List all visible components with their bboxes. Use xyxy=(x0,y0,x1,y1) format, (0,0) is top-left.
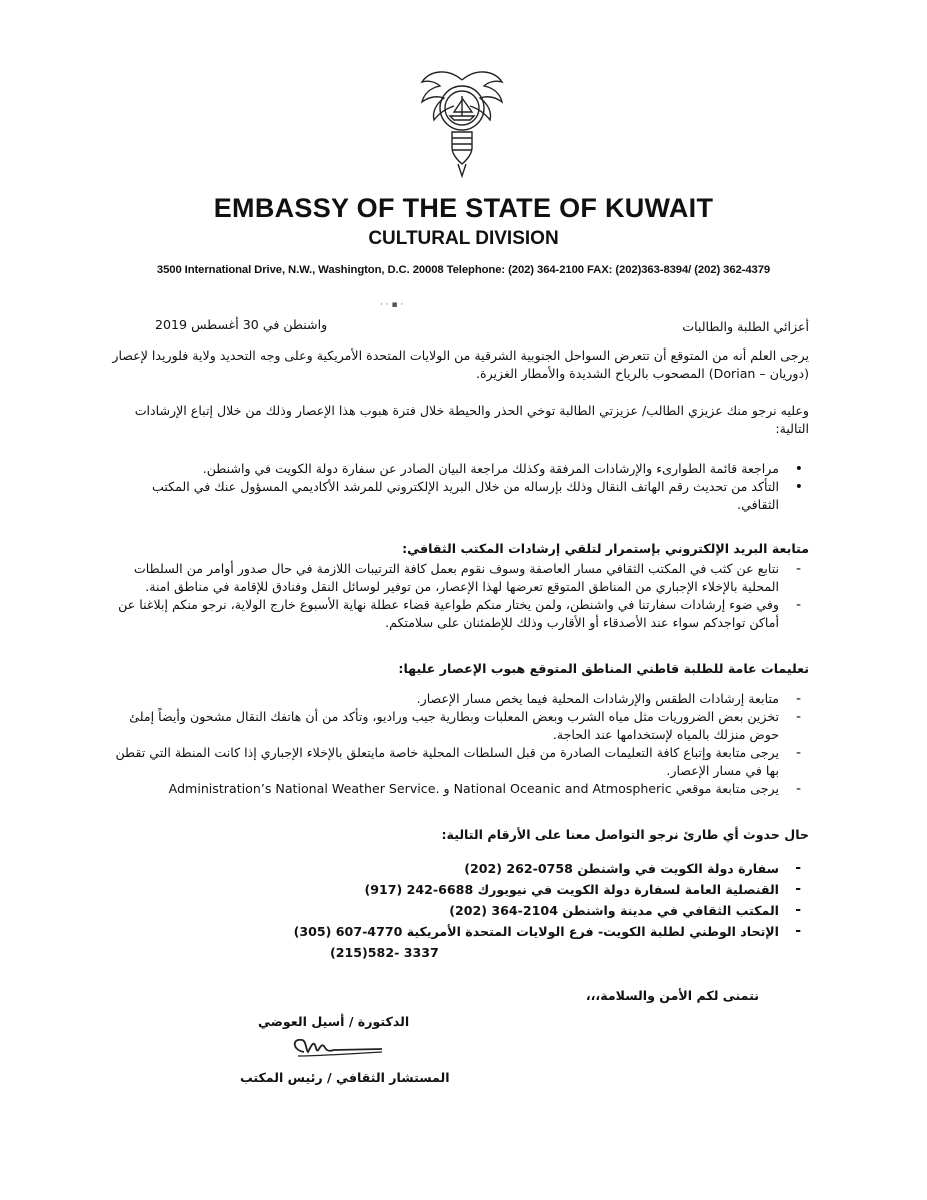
list-item: • مراجعة قائمة الطوارىء والإرشادات المرفقة وكذلك مراجعة البيان الصادر عن سفارة دولة الكويت في واشنطن. xyxy=(109,460,809,478)
closing-line: نتمنى لكم الأمن والسلامة،،، xyxy=(585,988,759,1003)
intro-paragraph: يرجى العلم أنه من المتوقع أن تتعرض السواحل الجنوبية الشرقية من الولايات المتحدة الأمريكية وعلى وجه التحديد ولاية فلوريدا لإعصار (دوريان – Dorian) المصحوب بالرياح الشديدة والأمطار الغزيرة. xyxy=(112,348,809,381)
email-heading: متابعة البريد الإلكتروني بإستمرار لتلقي إرشادات المكتب الثقافي: xyxy=(402,541,809,556)
list-item xyxy=(109,780,809,798)
contact-phone: (202) 364-2104 xyxy=(449,903,558,918)
websites-prefix: يرجى متابعة موقعي xyxy=(675,781,779,796)
general-list xyxy=(109,690,809,798)
websites-joiner: و xyxy=(443,781,450,796)
list-item: - نتابع عن كثب في المكتب الثقافي مسار العاصفة وسوف نقوم بعمل كافة الترتيبات اللازمة في حال صدور أوامر من السلطات المحلية بالإخلاء الإجباري من المناطق المتوقع تعرضها لهذا الإعصار، من توفير لوسائل النقل وفنادق للإقامة في مناطق امنة. xyxy=(109,560,809,596)
contacts-list xyxy=(109,858,809,942)
general-heading: تعليمات عامة للطلبة قاطني المناطق المتوقع هبوب الإعصار عليها: xyxy=(398,661,809,676)
email-list xyxy=(109,560,809,632)
list-item: - يرجى متابعة وإتباع كافة التعليمات الصادرة من قبل السلطات المحلية خاصة مايتعلق بالإخلاء الإجباري إذا كانت المنطة التي تقطن بها في مسار الإعصار. xyxy=(109,744,809,780)
noaa-site: National Oceanic and Atmospheric xyxy=(453,781,672,796)
contact-item: - سفارة دولة الكويت في واشنطن (202) 262-0758 xyxy=(109,858,809,879)
guidelines-list xyxy=(109,460,809,514)
embassy-title: EMBASSY OF THE STATE OF KUWAIT xyxy=(213,193,714,223)
contact-phone: (305) 607-4770 xyxy=(293,924,403,939)
address-line: 3500 International Drive, N.W., Washington, D.C. 20008 Telephone: (202) 364-2100 FAX: (202)363-8394/ (202) 362-4379 xyxy=(156,264,771,276)
list-item: - تخزين بعض الضروريات مثل مياه الشرب وبعض المعلبات وبطارية جيب وراديو، وتأكد من أن هاتفك النقال مشحون وأيضاً إملئ حوض منزلك بالمياه لإستخدامها عند الحاجة. xyxy=(109,708,809,744)
signatory-name: الدكتورة / أسيل العوضي xyxy=(258,1014,410,1029)
list-item: - متابعة إرشادات الطقس والإرشادات المحلية فيما يخص مسار الإعصار. xyxy=(109,690,809,708)
signature-mark xyxy=(286,1030,386,1066)
scan-mark: · · ▪ · xyxy=(380,300,404,310)
greeting: أعزائي الطلبة والطالبات xyxy=(682,319,809,334)
contact-item: - القنصلية العامة لسفارة دولة الكويت في نيويورك (917) 242-6688 xyxy=(109,879,809,900)
contact-item: - الإتحاد الوطني لطلبة الكويت- فرع الولايات المتحدة الأمريكية (305) 607-4770 xyxy=(109,921,809,942)
contact-phone: (202) 262-0758 xyxy=(464,861,573,876)
extra-phone: (215)582- 3337 xyxy=(330,945,439,960)
contact-phone: (917) 242-6688 xyxy=(364,882,474,897)
request-paragraph: وعليه نرجو منك عزيزي الطالب/ عزيزتي الطالبة توخي الحذر والحيطة خلال فترة هبوب هذا الإعصار وذلك من خلال إتباع الإرشادات التالية: xyxy=(134,403,809,436)
list-item: - وفي ضوء إرشادات سفارتنا في واشنطن، ولمن يختار منكم طواعية قضاء عطلة نهاية الأسبوع خارج الولاية، نرجو منكم إبلاغنا عن أماكن تواجدكم سواء عند الأصدقاء أو الأقارب وذلك للإطمئنان على سلامتكم. xyxy=(109,596,809,632)
emergency-heading: حال حدوث أي طارئ نرجو التواصل معنا على الأرقام التالية: xyxy=(441,827,809,842)
division-subtitle: CULTURAL DIVISION xyxy=(368,228,559,249)
nws-site: Administration’s National Weather Service. xyxy=(168,781,440,796)
signatory-title: المستشار الثقافي / رئيس المكتب xyxy=(240,1070,450,1085)
kuwait-emblem-icon xyxy=(418,60,506,180)
contact-item: - المكتب الثقافي في مدينة واشنطن (202) 364-2104 xyxy=(109,900,809,921)
letter-date: واشنطن في 30 أغسطس 2019 xyxy=(155,317,328,332)
list-item: • التأكد من تحديث رقم الهاتف النقال وذلك بإرساله من خلال البريد الإلكتروني للمرشد الأكاديمي المسؤول عنك في المكتب الثقافي. xyxy=(109,478,809,514)
